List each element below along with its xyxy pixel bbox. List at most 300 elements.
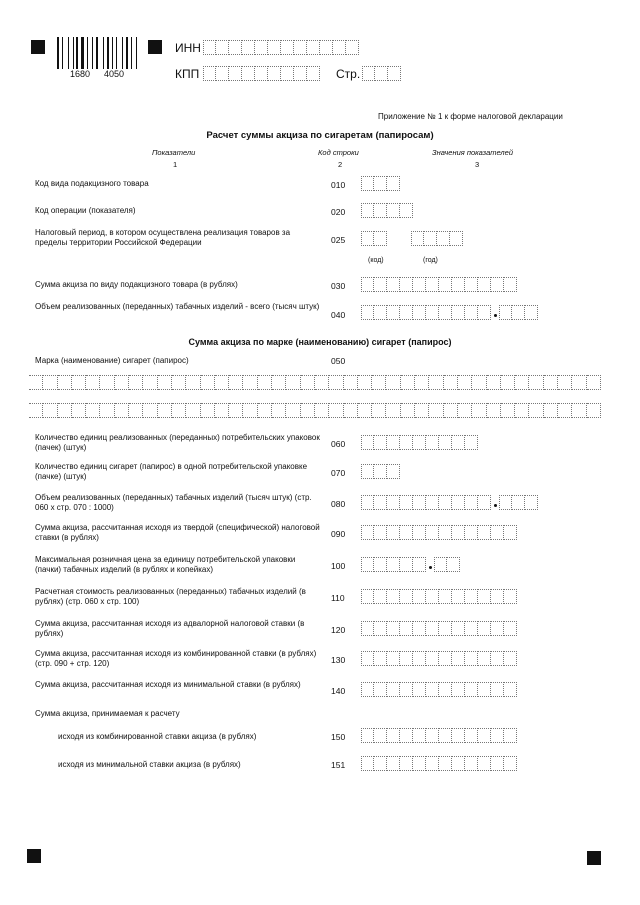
input-cell[interactable] <box>286 403 300 418</box>
input-cell[interactable] <box>487 375 501 390</box>
input-cell[interactable] <box>465 756 478 771</box>
input-cell[interactable] <box>439 435 452 450</box>
field-100[interactable] <box>361 557 460 572</box>
input-cell[interactable] <box>424 231 437 246</box>
input-cell[interactable] <box>86 403 100 418</box>
input-cell[interactable] <box>374 435 387 450</box>
input-cell[interactable] <box>258 375 272 390</box>
input-cell[interactable] <box>426 728 439 743</box>
input-cell[interactable] <box>501 403 515 418</box>
input-cell[interactable] <box>515 375 529 390</box>
input-cell[interactable] <box>452 277 465 292</box>
input-cell[interactable] <box>374 756 387 771</box>
input-cell[interactable] <box>374 728 387 743</box>
input-cell[interactable] <box>439 682 452 697</box>
input-cell[interactable] <box>491 277 504 292</box>
input-cell[interactable] <box>499 305 512 320</box>
input-cell[interactable] <box>401 403 415 418</box>
input-cell[interactable] <box>386 375 400 390</box>
input-cell[interactable] <box>100 403 114 418</box>
input-cell[interactable] <box>426 495 439 510</box>
input-cell[interactable] <box>358 375 372 390</box>
input-cell[interactable] <box>281 66 294 81</box>
input-cell[interactable] <box>387 557 400 572</box>
field-060[interactable] <box>361 435 478 450</box>
input-cell[interactable] <box>215 375 229 390</box>
input-cell[interactable] <box>400 682 413 697</box>
row-code-070: 070 <box>331 468 346 478</box>
input-cell[interactable] <box>361 495 374 510</box>
field-025-year[interactable] <box>411 231 463 246</box>
input-cell[interactable] <box>544 375 558 390</box>
input-cell[interactable] <box>186 403 200 418</box>
input-cell[interactable] <box>72 375 86 390</box>
field-040[interactable] <box>361 305 538 320</box>
input-cell[interactable] <box>374 682 387 697</box>
input-cell[interactable] <box>465 621 478 636</box>
input-cell[interactable] <box>478 495 491 510</box>
input-cell[interactable] <box>452 305 465 320</box>
input-cell[interactable] <box>478 756 491 771</box>
input-cell[interactable] <box>525 305 538 320</box>
input-cell[interactable] <box>544 403 558 418</box>
input-cell[interactable] <box>158 403 172 418</box>
input-cell[interactable] <box>29 403 43 418</box>
input-cell[interactable] <box>426 651 439 666</box>
input-cell[interactable] <box>201 375 215 390</box>
input-cell[interactable] <box>504 682 517 697</box>
input-cell[interactable] <box>320 40 333 55</box>
input-cell[interactable] <box>458 403 472 418</box>
input-cell[interactable] <box>512 495 525 510</box>
input-cell[interactable] <box>529 375 543 390</box>
input-cell[interactable] <box>361 651 374 666</box>
input-cell[interactable] <box>504 525 517 540</box>
input-cell[interactable] <box>329 403 343 418</box>
input-cell[interactable] <box>413 728 426 743</box>
input-cell[interactable] <box>452 728 465 743</box>
input-cell[interactable] <box>258 403 272 418</box>
input-cell[interactable] <box>387 728 400 743</box>
input-cell[interactable] <box>374 651 387 666</box>
input-cell[interactable] <box>400 305 413 320</box>
registration-mark-bottom-right <box>587 851 601 865</box>
field-130[interactable] <box>361 651 517 666</box>
input-cell[interactable] <box>301 403 315 418</box>
inn-label: ИНН <box>175 41 201 55</box>
input-cell[interactable] <box>374 589 387 604</box>
input-cell[interactable] <box>158 375 172 390</box>
input-cell[interactable] <box>465 651 478 666</box>
input-cell[interactable] <box>491 651 504 666</box>
input-cell[interactable] <box>447 557 460 572</box>
input-cell[interactable] <box>491 682 504 697</box>
field-020[interactable] <box>361 203 413 218</box>
input-cell[interactable] <box>525 495 538 510</box>
input-cell[interactable] <box>387 305 400 320</box>
input-cell[interactable] <box>439 589 452 604</box>
input-cell[interactable] <box>465 277 478 292</box>
input-cell[interactable] <box>242 66 255 81</box>
input-cell[interactable] <box>413 495 426 510</box>
input-cell[interactable] <box>58 403 72 418</box>
input-cell[interactable] <box>487 403 501 418</box>
input-cell[interactable] <box>437 231 450 246</box>
row-code-025: 025 <box>331 235 346 245</box>
input-cell[interactable] <box>229 375 243 390</box>
input-cell[interactable] <box>301 375 315 390</box>
input-cell[interactable] <box>458 375 472 390</box>
input-cell[interactable] <box>426 621 439 636</box>
input-cell[interactable] <box>286 375 300 390</box>
kpp-field[interactable] <box>203 66 320 81</box>
input-cell[interactable] <box>374 495 387 510</box>
row-code-060: 060 <box>331 439 346 449</box>
input-cell[interactable] <box>439 525 452 540</box>
row-label-130: Сумма акциза, рассчитанная исходя из комбинированной ставки (в рублях) (стр. 090 + стр. 120) <box>35 649 317 668</box>
input-cell[interactable] <box>215 403 229 418</box>
input-cell[interactable] <box>272 375 286 390</box>
input-cell[interactable] <box>439 277 452 292</box>
input-cell[interactable] <box>374 525 387 540</box>
input-cell[interactable] <box>413 525 426 540</box>
input-cell[interactable] <box>72 403 86 418</box>
input-cell[interactable] <box>329 375 343 390</box>
input-cell[interactable] <box>413 621 426 636</box>
input-cell[interactable] <box>361 728 374 743</box>
input-cell[interactable] <box>243 403 257 418</box>
input-cell[interactable] <box>572 403 586 418</box>
input-cell[interactable] <box>255 66 268 81</box>
input-cell[interactable] <box>478 682 491 697</box>
input-cell[interactable] <box>478 305 491 320</box>
input-cell[interactable] <box>255 40 268 55</box>
input-cell[interactable] <box>426 589 439 604</box>
field-151[interactable] <box>361 756 517 771</box>
input-cell[interactable] <box>361 203 374 218</box>
row-label-020: Код операции (показателя) <box>35 206 136 215</box>
input-cell[interactable] <box>465 589 478 604</box>
input-cell[interactable] <box>344 403 358 418</box>
field-090[interactable] <box>361 525 517 540</box>
field-010[interactable] <box>361 176 400 191</box>
input-cell[interactable] <box>439 495 452 510</box>
input-cell[interactable] <box>452 589 465 604</box>
input-cell[interactable] <box>361 464 374 479</box>
input-cell[interactable] <box>229 403 243 418</box>
field-150[interactable] <box>361 728 517 743</box>
period-code-caption: (код) <box>368 257 384 264</box>
input-cell[interactable] <box>346 40 359 55</box>
input-cell[interactable] <box>478 277 491 292</box>
input-cell[interactable] <box>504 756 517 771</box>
input-cell[interactable] <box>439 621 452 636</box>
input-cell[interactable] <box>361 305 374 320</box>
input-cell[interactable] <box>400 651 413 666</box>
row-label-050: Марка (наименование) сигарет (папирос) <box>35 356 189 365</box>
input-cell[interactable] <box>413 682 426 697</box>
registration-mark-bottom-left <box>27 849 41 863</box>
field-030[interactable] <box>361 277 517 292</box>
input-cell[interactable] <box>587 375 601 390</box>
input-cell[interactable] <box>465 728 478 743</box>
field-110[interactable] <box>361 589 517 604</box>
input-cell[interactable] <box>478 525 491 540</box>
field-050-line-1[interactable] <box>29 375 601 390</box>
input-cell[interactable] <box>361 557 374 572</box>
input-cell[interactable] <box>558 403 572 418</box>
input-cell[interactable] <box>426 525 439 540</box>
input-cell[interactable] <box>491 756 504 771</box>
input-cell[interactable] <box>501 375 515 390</box>
input-cell[interactable] <box>387 464 400 479</box>
input-cell[interactable] <box>452 495 465 510</box>
input-cell[interactable] <box>504 728 517 743</box>
input-cell[interactable] <box>478 651 491 666</box>
input-cell[interactable] <box>201 403 215 418</box>
input-cell[interactable] <box>43 375 57 390</box>
input-cell[interactable] <box>387 525 400 540</box>
input-cell[interactable] <box>512 305 525 320</box>
input-cell[interactable] <box>439 651 452 666</box>
input-cell[interactable] <box>374 277 387 292</box>
input-cell[interactable] <box>429 403 443 418</box>
input-cell[interactable] <box>452 525 465 540</box>
input-cell[interactable] <box>400 277 413 292</box>
input-cell[interactable] <box>465 435 478 450</box>
input-cell[interactable] <box>375 66 388 81</box>
input-cell[interactable] <box>387 621 400 636</box>
input-cell[interactable] <box>452 435 465 450</box>
input-cell[interactable] <box>452 756 465 771</box>
input-cell[interactable] <box>491 728 504 743</box>
input-cell[interactable] <box>361 621 374 636</box>
row-code-040: 040 <box>331 310 346 320</box>
input-cell[interactable] <box>504 651 517 666</box>
input-cell[interactable] <box>499 495 512 510</box>
input-cell[interactable] <box>203 66 216 81</box>
input-cell[interactable] <box>229 40 242 55</box>
input-cell[interactable] <box>411 231 424 246</box>
input-cell[interactable] <box>426 305 439 320</box>
field-080[interactable] <box>361 495 538 510</box>
input-cell[interactable] <box>387 176 400 191</box>
input-cell[interactable] <box>243 375 257 390</box>
input-cell[interactable] <box>465 682 478 697</box>
barcode-number-right: 4050 <box>104 69 125 79</box>
input-cell[interactable] <box>115 403 129 418</box>
input-cell[interactable] <box>400 435 413 450</box>
input-cell[interactable] <box>361 277 374 292</box>
input-cell[interactable] <box>429 375 443 390</box>
input-cell[interactable] <box>415 375 429 390</box>
input-cell[interactable] <box>472 403 486 418</box>
input-cell[interactable] <box>444 375 458 390</box>
input-cell[interactable] <box>413 557 426 572</box>
input-cell[interactable] <box>401 375 415 390</box>
input-cell[interactable] <box>387 589 400 604</box>
input-cell[interactable] <box>86 375 100 390</box>
input-cell[interactable] <box>374 203 387 218</box>
input-cell[interactable] <box>452 682 465 697</box>
input-cell[interactable] <box>361 589 374 604</box>
input-cell[interactable] <box>387 756 400 771</box>
inn-field[interactable] <box>203 40 359 55</box>
input-cell[interactable] <box>478 589 491 604</box>
input-cell[interactable] <box>491 621 504 636</box>
input-cell[interactable] <box>400 557 413 572</box>
input-cell[interactable] <box>529 403 543 418</box>
input-cell[interactable] <box>491 589 504 604</box>
input-cell[interactable] <box>439 728 452 743</box>
input-cell[interactable] <box>387 495 400 510</box>
input-cell[interactable] <box>294 40 307 55</box>
input-cell[interactable] <box>362 66 375 81</box>
input-cell[interactable] <box>387 203 400 218</box>
input-cell[interactable] <box>268 66 281 81</box>
input-cell[interactable] <box>216 66 229 81</box>
input-cell[interactable] <box>374 621 387 636</box>
input-cell[interactable] <box>216 40 229 55</box>
input-cell[interactable] <box>439 756 452 771</box>
input-cell[interactable] <box>129 403 143 418</box>
row-code-110: 110 <box>331 593 345 603</box>
input-cell[interactable] <box>434 557 447 572</box>
input-cell[interactable] <box>372 375 386 390</box>
input-cell[interactable] <box>413 435 426 450</box>
input-cell[interactable] <box>400 728 413 743</box>
input-cell[interactable] <box>100 375 114 390</box>
input-cell[interactable] <box>172 403 186 418</box>
input-cell[interactable] <box>58 375 72 390</box>
field-025-code[interactable] <box>361 231 387 246</box>
input-cell[interactable] <box>372 403 386 418</box>
input-cell[interactable] <box>413 756 426 771</box>
input-cell[interactable] <box>504 589 517 604</box>
field-140[interactable] <box>361 682 517 697</box>
input-cell[interactable] <box>400 525 413 540</box>
input-cell[interactable] <box>504 277 517 292</box>
input-cell[interactable] <box>374 305 387 320</box>
input-cell[interactable] <box>426 435 439 450</box>
input-cell[interactable] <box>361 682 374 697</box>
input-cell[interactable] <box>426 756 439 771</box>
input-cell[interactable] <box>229 66 242 81</box>
input-cell[interactable] <box>344 375 358 390</box>
input-cell[interactable] <box>452 621 465 636</box>
input-cell[interactable] <box>361 231 374 246</box>
input-cell[interactable] <box>115 375 129 390</box>
input-cell[interactable] <box>203 40 216 55</box>
input-cell[interactable] <box>361 435 374 450</box>
input-cell[interactable] <box>504 621 517 636</box>
field-050-line-2[interactable] <box>29 403 601 418</box>
input-cell[interactable] <box>361 756 374 771</box>
input-cell[interactable] <box>415 403 429 418</box>
input-cell[interactable] <box>413 651 426 666</box>
input-cell[interactable] <box>374 557 387 572</box>
input-cell[interactable] <box>272 403 286 418</box>
input-cell[interactable] <box>129 375 143 390</box>
input-cell[interactable] <box>587 403 601 418</box>
input-cell[interactable] <box>361 525 374 540</box>
input-cell[interactable] <box>387 435 400 450</box>
input-cell[interactable] <box>572 375 586 390</box>
input-cell[interactable] <box>472 375 486 390</box>
row-label-030: Сумма акциза по виду подакцизного товара (в рублях) <box>35 280 238 289</box>
input-cell[interactable] <box>315 403 329 418</box>
input-cell[interactable] <box>143 375 157 390</box>
input-cell[interactable] <box>465 525 478 540</box>
input-cell[interactable] <box>358 403 372 418</box>
input-cell[interactable] <box>515 403 529 418</box>
field-120[interactable] <box>361 621 517 636</box>
input-cell[interactable] <box>242 40 255 55</box>
input-cell[interactable] <box>426 682 439 697</box>
input-cell[interactable] <box>268 40 281 55</box>
input-cell[interactable] <box>439 305 452 320</box>
row-code-050: 050 <box>331 356 346 366</box>
input-cell[interactable] <box>558 375 572 390</box>
input-cell[interactable] <box>400 589 413 604</box>
input-cell[interactable] <box>400 621 413 636</box>
input-cell[interactable] <box>400 495 413 510</box>
input-cell[interactable] <box>465 305 478 320</box>
input-cell[interactable] <box>478 621 491 636</box>
input-cell[interactable] <box>426 277 439 292</box>
input-cell[interactable] <box>374 464 387 479</box>
input-cell[interactable] <box>452 651 465 666</box>
input-cell[interactable] <box>43 403 57 418</box>
input-cell[interactable] <box>281 40 294 55</box>
input-cell[interactable] <box>478 728 491 743</box>
input-cell[interactable] <box>400 756 413 771</box>
row-code-030: 030 <box>331 281 346 291</box>
input-cell[interactable] <box>444 403 458 418</box>
input-cell[interactable] <box>400 203 413 218</box>
column-number-3: 3 <box>475 160 480 169</box>
input-cell[interactable] <box>186 375 200 390</box>
input-cell[interactable] <box>294 66 307 81</box>
input-cell[interactable] <box>374 231 387 246</box>
input-cell[interactable] <box>361 176 374 191</box>
input-cell[interactable] <box>388 66 401 81</box>
input-cell[interactable] <box>315 375 329 390</box>
input-cell[interactable] <box>387 277 400 292</box>
input-cell[interactable] <box>307 66 320 81</box>
input-cell[interactable] <box>143 403 157 418</box>
input-cell[interactable] <box>307 40 320 55</box>
input-cell[interactable] <box>465 495 478 510</box>
input-cell[interactable] <box>172 375 186 390</box>
input-cell[interactable] <box>374 176 387 191</box>
input-cell[interactable] <box>450 231 463 246</box>
input-cell[interactable] <box>413 305 426 320</box>
field-070[interactable] <box>361 464 400 479</box>
input-cell[interactable] <box>387 682 400 697</box>
input-cell[interactable] <box>386 403 400 418</box>
input-cell[interactable] <box>333 40 346 55</box>
input-cell[interactable] <box>387 651 400 666</box>
row-label-040: Объем реализованных (переданных) табачных изделий - всего (тысяч штук) <box>35 302 320 311</box>
input-cell[interactable] <box>491 525 504 540</box>
page-number-field[interactable] <box>362 66 401 81</box>
input-cell[interactable] <box>413 589 426 604</box>
row-code-010: 010 <box>331 180 346 190</box>
input-cell[interactable] <box>413 277 426 292</box>
row-code-140: 140 <box>331 686 346 696</box>
input-cell[interactable] <box>29 375 43 390</box>
